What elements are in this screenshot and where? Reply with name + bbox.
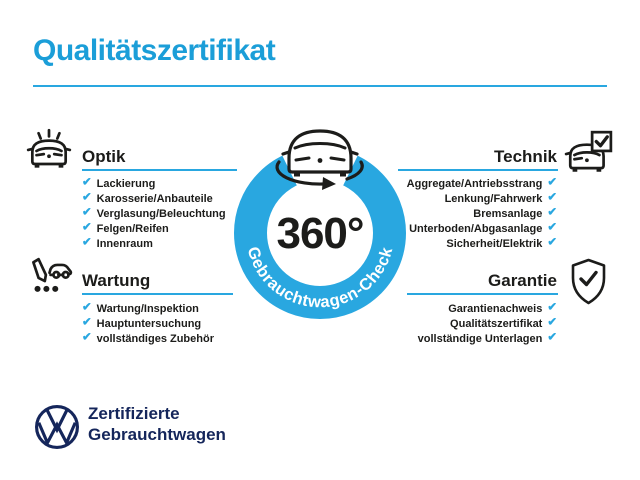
checklist-item: [82, 316, 214, 331]
section-title-technik: Technik: [494, 147, 557, 166]
header-divider: [33, 85, 607, 87]
checklist-item: [407, 206, 557, 221]
check-icon: ✔: [82, 331, 92, 344]
check-icon: ✔: [547, 236, 557, 249]
check-icon: ✔: [547, 301, 557, 314]
360-check-badge: [215, 118, 425, 330]
check-icon: ✔: [547, 191, 557, 204]
checklist-item: [418, 301, 557, 316]
checklist-item-label: Garantienachweis: [448, 302, 543, 315]
brand-claim-line2: Gebrauchtwagen: [88, 425, 226, 444]
checklist-item-label: vollständige Unterlagen: [417, 332, 543, 345]
checklist-item-label: Innenraum: [96, 237, 153, 250]
checklist-item-label: Qualitätszertifikat: [450, 317, 543, 330]
check-icon: ✔: [547, 316, 557, 329]
car-checkbox-icon: [564, 129, 614, 177]
checklist-item-label: Felgen/Reifen: [96, 222, 169, 235]
checklist-garantie: [418, 301, 557, 346]
checklist-technik: [407, 176, 557, 251]
page-title: Qualitätszertifikat: [33, 34, 276, 67]
checklist-item: [82, 221, 226, 236]
section-title-garantie: Garantie: [488, 271, 557, 290]
checklist-item: [82, 176, 226, 191]
section-divider-optik: [82, 169, 237, 171]
checklist-item-label: vollständiges Zubehör: [96, 332, 214, 345]
check-icon: ✔: [547, 221, 557, 234]
section-divider-technik: [398, 169, 558, 171]
pen-car-checklist-icon: [24, 256, 74, 302]
checklist-item: [407, 191, 557, 206]
section-title-wartung: Wartung: [82, 271, 151, 290]
checklist-item: [82, 301, 214, 316]
checklist-item-label: Aggregate/Antriebsstrang: [406, 177, 543, 190]
checklist-item-label: Karosserie/Anbauteile: [96, 192, 213, 205]
checklist-item: [407, 221, 557, 236]
checklist-optik: [82, 176, 226, 251]
check-icon: ✔: [547, 331, 557, 344]
badge-degree-label: 360°: [276, 209, 364, 258]
section-divider-garantie: [407, 293, 558, 295]
checklist-item-label: Wartung/Inspektion: [96, 302, 199, 315]
check-icon: ✔: [82, 236, 92, 249]
checklist-item: [82, 331, 214, 346]
shield-check-icon: [566, 257, 611, 307]
checklist-item: [418, 316, 557, 331]
check-icon: ✔: [82, 221, 92, 234]
checklist-item-label: Unterboden/Abgasanlage: [409, 222, 543, 235]
check-icon: ✔: [82, 301, 92, 314]
check-icon: ✔: [82, 316, 92, 329]
check-icon: ✔: [547, 206, 557, 219]
section-title-optik: Optik: [82, 147, 126, 166]
brand-claim-line1: Zertifizierte: [88, 404, 180, 423]
check-icon: ✔: [82, 176, 92, 189]
checklist-item-label: Lenkung/Fahrwerk: [444, 192, 543, 205]
badge-ring-label: Gebrauchtwagen-Check: [243, 244, 397, 312]
checklist-item-label: Bremsanlage: [473, 207, 543, 220]
shiny-car-icon: [24, 127, 74, 175]
checklist-item: [82, 236, 226, 251]
check-icon: ✔: [82, 206, 92, 219]
checklist-item: [407, 176, 557, 191]
checklist-item-label: Sicherheit/Elektrik: [446, 237, 543, 250]
check-icon: ✔: [82, 191, 92, 204]
vw-logo: [34, 404, 80, 450]
checklist-item-label: Verglasung/Beleuchtung: [96, 207, 226, 220]
check-icon: ✔: [547, 176, 557, 189]
checklist-item-label: Hauptuntersuchung: [96, 317, 202, 330]
checklist-item: [82, 191, 226, 206]
checklist-item: [407, 236, 557, 251]
brand-claim: [88, 403, 226, 445]
checklist-item: [418, 331, 557, 346]
checklist-wartung: [82, 301, 214, 346]
section-divider-wartung: [82, 293, 233, 295]
checklist-item-label: Lackierung: [96, 177, 156, 190]
checklist-item: [82, 206, 226, 221]
